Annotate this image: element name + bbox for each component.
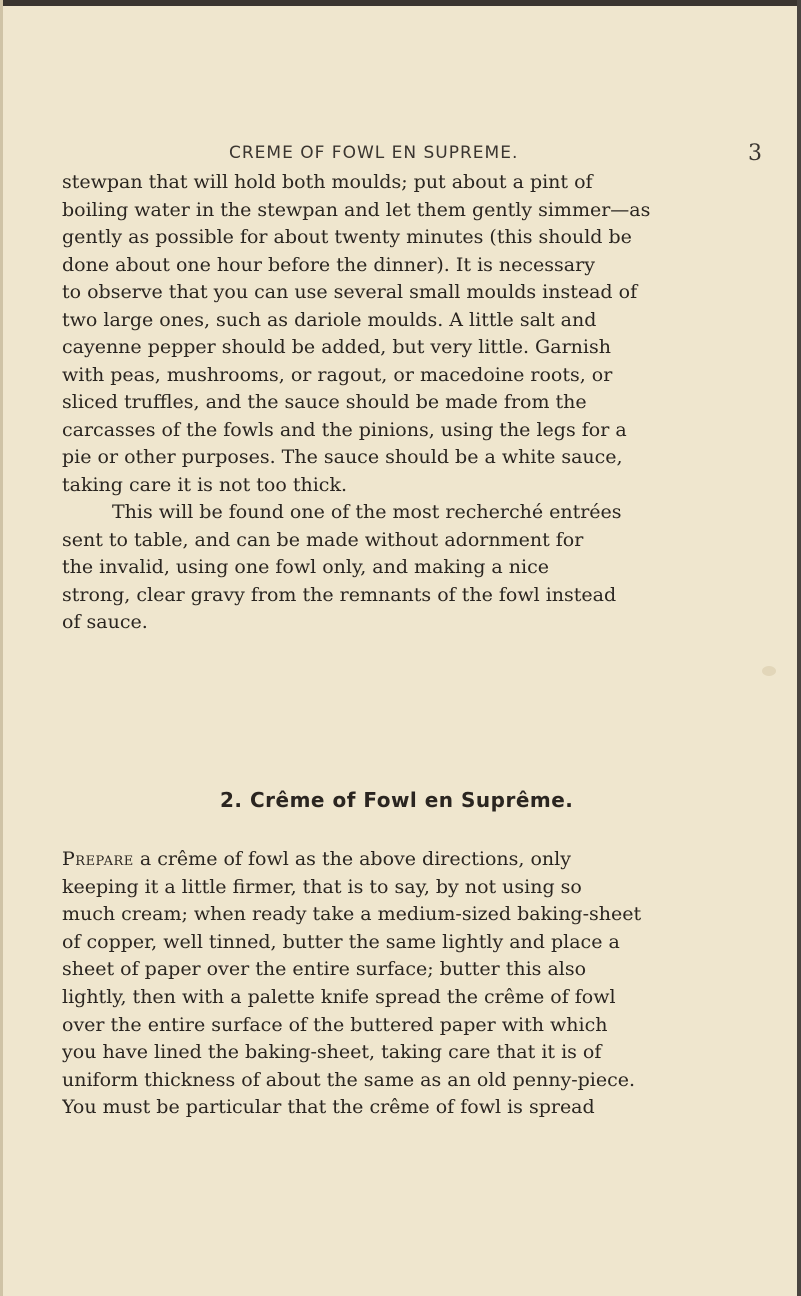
section-1-text [62,169,768,637]
text-line: cayenne pepper should be added, but very little. Garnish [62,336,611,358]
text-line: stewpan that will hold both moulds; put about a pint of [62,171,593,193]
text-line [62,846,768,874]
text-line: carcasses of the fowls and the pinions, using the legs for a [62,418,627,441]
recipe-heading: 2. Crême of Fowl en Suprême. [220,788,574,812]
text-line: lightly, then with a palette knife spread the crême of fowl [62,985,616,1008]
text-line: much cream; when ready take a medium-sized baking-sheet [62,903,642,926]
page-right-edge [797,0,801,1296]
section-2-text [62,846,768,1122]
text-line: sliced truffles, and the sauce should be made from the [62,391,587,413]
paper-speck [762,666,776,676]
page-top-edge [0,0,801,6]
text-line: sent to table, and can be made without adornment for [62,528,584,551]
text-line: to observe that you can use several small moulds instead of [62,281,638,303]
text-line: gently as possible for about twenty minutes (this should be [62,226,632,248]
page-number: 3 [748,141,762,166]
text-line: you have lined the baking-sheet, taking care that it is of [62,1041,602,1064]
text-line: pie or other purposes. The sauce should be a white sauce, [62,446,623,468]
text-line: of sauce. [62,611,148,633]
text-line: taking care it is not too thick. [62,473,347,496]
text-line: with peas, mushrooms, or ragout, or macedoine roots, or [62,363,613,386]
running-head: CREME OF FOWL EN SUPREME. [229,143,519,163]
text-line: keeping it a little firmer, that is to say, by not using so [62,875,582,898]
text-line: sheet of paper over the entire surface; butter this also [62,958,587,981]
text-line: This will be found one of the most recherché entrées [112,501,622,523]
text-line: of copper, well tinned, butter the same lightly and place a [62,930,620,953]
text-line: over the entire surface of the buttered paper with which [62,1013,608,1036]
lead-line-rest: a crême of fowl as the above directions, only [133,848,571,870]
page-left-edge [0,0,3,1296]
text-line: boiling water in the stewpan and let them gently simmer—as [62,198,651,221]
lead-word: Prepare [62,848,134,870]
text-line: the invalid, using one fowl only, and making a nice [62,556,549,578]
text-line: You must be particular that the crême of fowl is spread [62,1096,595,1119]
text-line: strong, clear gravy from the remnants of the fowl instead [62,583,617,606]
text-line: uniform thickness of about the same as an old penny-piece. [62,1068,636,1091]
text-line: done about one hour before the dinner). It is necessary [62,253,595,276]
text-line: two large ones, such as dariole moulds. A little salt and [62,308,597,331]
